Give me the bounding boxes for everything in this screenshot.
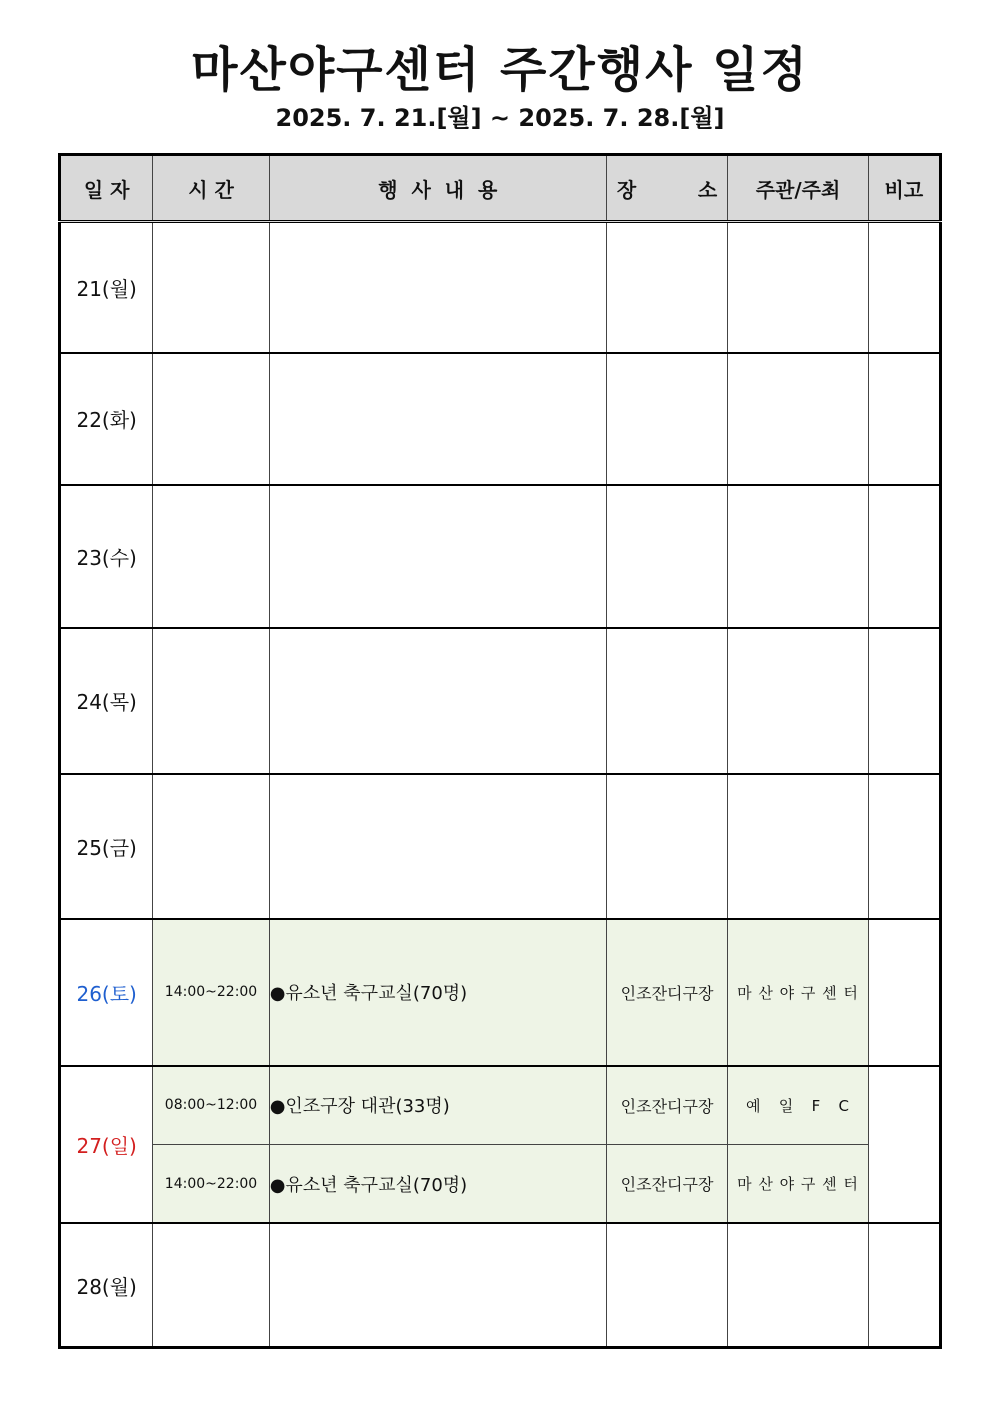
event-organizer: 마 산 야 구 센 터 xyxy=(728,919,868,1065)
organizer-cell xyxy=(728,1223,868,1347)
day-row-continuation xyxy=(60,1145,941,1223)
day-row xyxy=(60,1223,941,1347)
organizer-cell xyxy=(728,628,868,773)
time-cell xyxy=(153,1223,269,1347)
period-subtitle: 2025. 7. 21.[월] ~ 2025. 7. 28.[월] xyxy=(275,104,725,132)
time-cell xyxy=(153,353,269,484)
time-cell xyxy=(153,485,269,628)
note-cell xyxy=(868,919,940,1065)
event-content: ●유소년 축구교실(70명) xyxy=(269,1145,606,1223)
day-row xyxy=(60,774,941,919)
content-cell xyxy=(269,485,606,628)
place-cell xyxy=(606,353,727,484)
content-cell xyxy=(269,774,606,919)
time-cell xyxy=(153,222,269,353)
day-row xyxy=(60,353,941,484)
header-date: 일 자 xyxy=(60,155,153,222)
time-cell xyxy=(153,774,269,919)
day-label: 24(목) xyxy=(60,628,153,773)
day-row xyxy=(60,1066,941,1145)
note-cell xyxy=(868,222,940,353)
organizer-cell xyxy=(728,222,868,353)
header-organizer: 주관/주최 xyxy=(728,155,868,222)
event-content: ●인조구장 대관(33명) xyxy=(269,1066,606,1145)
day-label: 28(월) xyxy=(60,1223,153,1347)
event-organizer: 마 산 야 구 센 터 xyxy=(728,1145,868,1223)
organizer-cell xyxy=(728,485,868,628)
day-row xyxy=(60,222,941,353)
content-cell xyxy=(269,1223,606,1347)
note-cell xyxy=(868,1223,940,1347)
day-row xyxy=(60,485,941,628)
place-cell xyxy=(606,485,727,628)
event-place: 인조잔디구장 xyxy=(606,1145,727,1223)
event-time: 14:00~22:00 xyxy=(153,919,269,1065)
day-label: 25(금) xyxy=(60,774,153,919)
header-row xyxy=(60,155,941,222)
schedule-table xyxy=(58,153,942,1349)
note-cell xyxy=(868,774,940,919)
note-cell xyxy=(868,628,940,773)
event-place: 인조잔디구장 xyxy=(606,1066,727,1145)
day-label: 22(화) xyxy=(60,353,153,484)
content-cell xyxy=(269,353,606,484)
place-cell xyxy=(606,222,727,353)
place-cell xyxy=(606,1223,727,1347)
place-cell xyxy=(606,628,727,773)
note-cell xyxy=(868,1066,940,1224)
page-title: 마산야구센터 주간행사 일정 xyxy=(191,42,809,98)
day-label: 23(수) xyxy=(60,485,153,628)
time-cell xyxy=(153,628,269,773)
event-time: 08:00~12:00 xyxy=(153,1066,269,1145)
header-place-char-2: 소 xyxy=(697,177,718,202)
note-cell xyxy=(868,485,940,628)
event-content: ●유소년 축구교실(70명) xyxy=(269,919,606,1065)
content-cell xyxy=(269,222,606,353)
header-place-char-1: 장 xyxy=(616,177,637,202)
day-row xyxy=(60,919,941,1065)
event-place: 인조잔디구장 xyxy=(606,919,727,1065)
day-label: 26(토) xyxy=(60,919,153,1065)
day-row xyxy=(60,628,941,773)
content-cell xyxy=(269,628,606,773)
place-cell xyxy=(606,774,727,919)
header-place xyxy=(606,155,727,222)
header-content: 행 사 내 용 xyxy=(269,155,606,222)
organizer-cell xyxy=(728,774,868,919)
day-label: 21(월) xyxy=(60,222,153,353)
event-organizer: 예 일 F C xyxy=(728,1066,868,1145)
header-note: 비고 xyxy=(868,155,940,222)
note-cell xyxy=(868,353,940,484)
day-label: 27(일) xyxy=(60,1066,153,1224)
event-time: 14:00~22:00 xyxy=(153,1145,269,1223)
header-time: 시 간 xyxy=(153,155,269,222)
organizer-cell xyxy=(728,353,868,484)
